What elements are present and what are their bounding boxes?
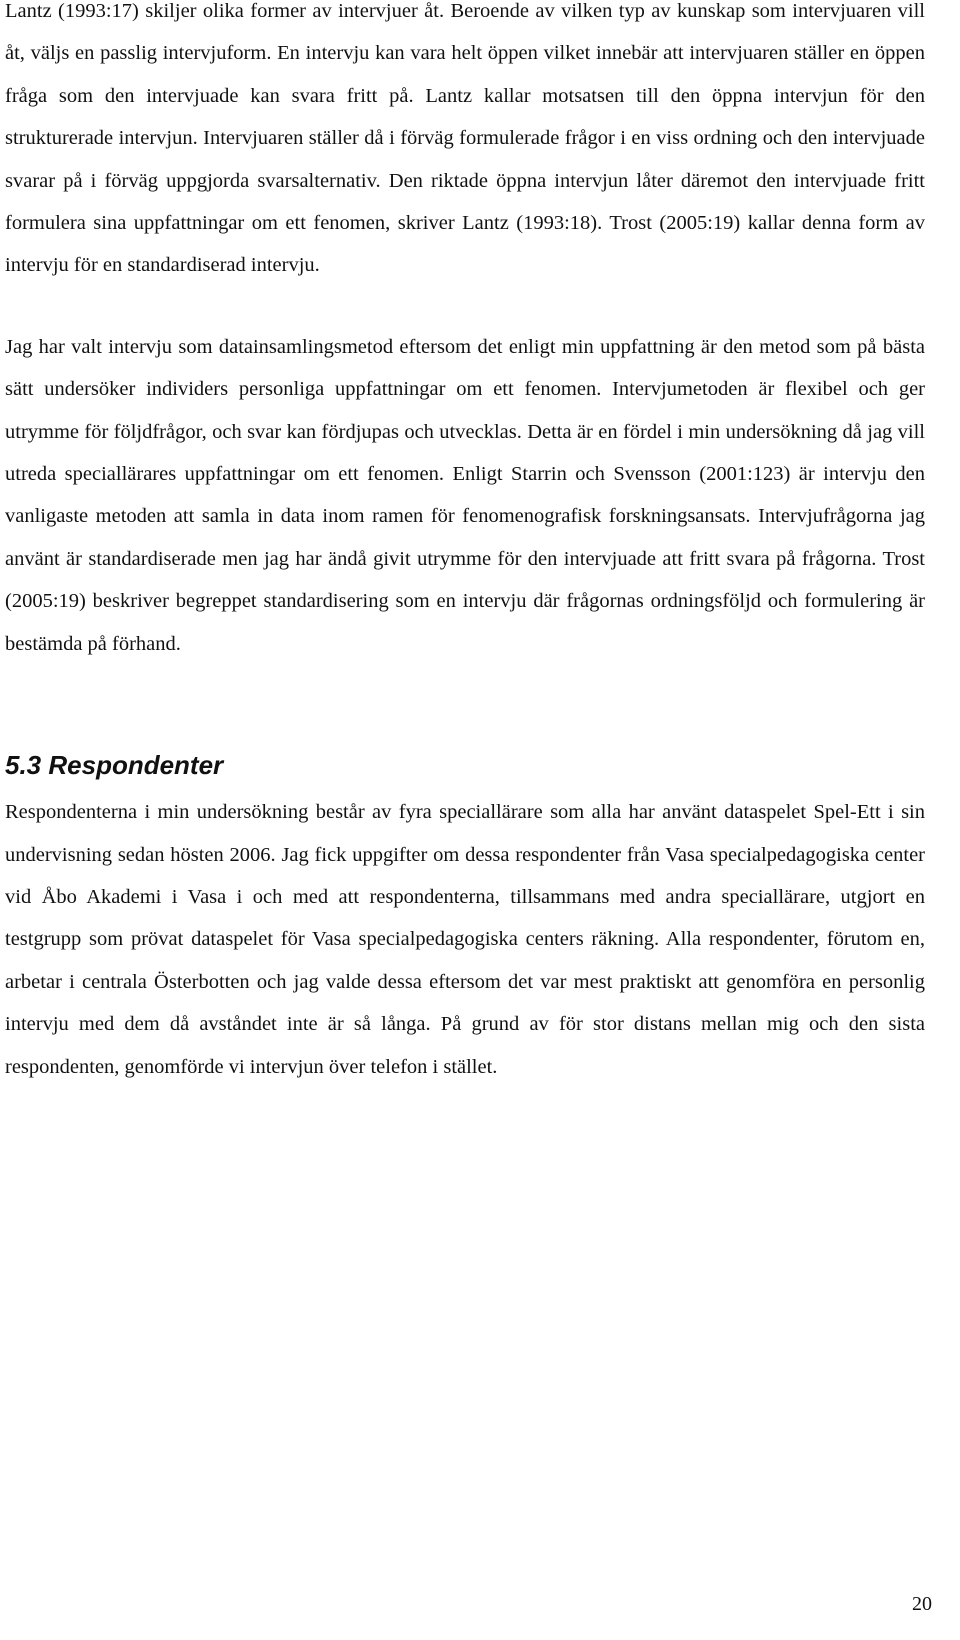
paragraph-respondents: Respondenterna i min undersökning består av fyra speciallärare som alla har använt dataspelet Spel-Ett i sin undervisning sedan hösten 2006. Jag fick uppgifter om dessa respondenter från Vasa specialpedagogiska center vid Åbo Akademi i Vasa i och med att respondenterna, tillsammans med andra speciallärare, utgjort en testgrupp som prövat dataspelet för Vasa specialpedagogiska centers räkning. Alla respondenter, förutom en, arbetar i centrala Österbotten och jag valde dessa eftersom det var mest praktiskt att genomföra en personlig intervju med dem då avståndet inte är så långa. På grund av för stor distans mellan mig och den sista respondenten, genomförde vi intervjun över telefon i stället. [5,801,925,1078]
page-number: 20 [912,1593,932,1615]
paragraph-interview-method: Jag har valt intervju som datainsamlingsmetod eftersom det enligt min uppfattning är den metod som på bästa sätt undersöker individers personliga uppfattningar om ett fenomen. Intervjumetoden är flexibel och ger utrymme för följdfrågor, och svar kan fördjupas och utvecklas. Detta är en fördel i min undersökning då jag vill utreda speciallärares uppfattningar om ett fenomen. Enligt Starrin och Svensson (2001:123) är intervju den vanligaste metoden att samla in data inom ramen för fenomenografisk forskningsansats. Intervjufrågorna jag använt är standardiserade men jag har ändå givit utrymme för den intervjuade att fritt svara på frågorna. Trost (2005:19) beskriver begreppet standardisering som en intervju där frågornas ordningsföljd och formulering är bestämda på förhand. [5,335,925,655]
section-heading-respondents: 5.3 Respondenter [5,750,224,781]
paragraph-interview-forms: Lantz (1993:17) skiljer olika former av intervjuer åt. Beroende av vilken typ av kunskap som intervjuaren vill åt, väljs en passlig intervjuform. En intervju kan vara helt öppen vilket innebär att intervjuaren ställer en öppen fråga som den intervjuade kan svara fritt på. Lantz kallar motsatsen till den öppna intervjun för den strukturerade intervjun. Intervjuaren ställer då i förväg formulerade frågor i en viss ordning och den intervjuade svarar på i förväg uppgjorda svarsalternativ. Den riktade öppna intervjun låter däremot den intervjuade fritt formulera sina uppfattningar om ett fenomen, skriver Lantz (1993:18). Trost (2005:19) kallar denna form av intervju för en standardiserad intervju. [5,0,925,277]
